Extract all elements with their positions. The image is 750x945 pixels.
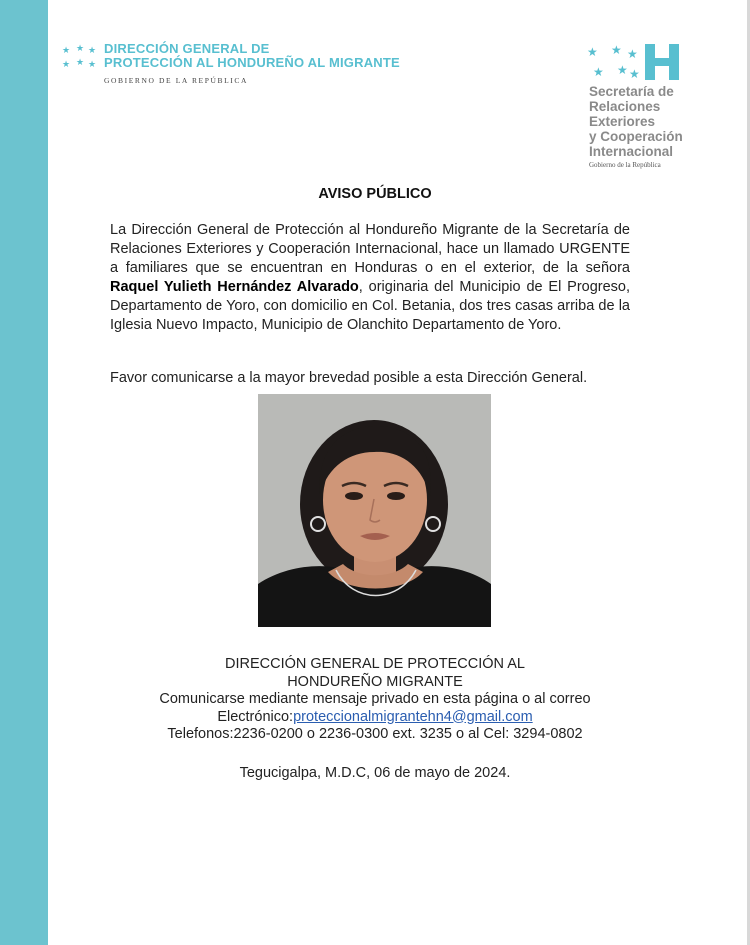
person-name: Raquel Yulieth Hernández Alvarado: [110, 279, 359, 295]
contact-footer: [0, 656, 750, 744]
org-name-line2: PROTECCIÓN AL HONDUREÑO AL MIGRANTE: [104, 55, 400, 70]
stars-icon: ★ ★ ★ ★ ★ ★: [587, 43, 640, 81]
decorative-side-bar: [0, 0, 48, 945]
secretaria-line3: Exteriores: [589, 114, 656, 129]
secretaria-gobierno: Gobierno de la República: [589, 161, 661, 169]
gobierno-label: GOBIERNO DE LA REPÚBLICA: [104, 76, 249, 85]
notice-body: [110, 221, 630, 335]
secretaria-line1: Secretaría de: [589, 84, 674, 99]
secretaria-name: [589, 84, 729, 159]
notice-intro: La Dirección General de Protección al Hondureño Migrante de la Secretaría de Relaciones Exteriores y Cooperación Internacional, hace un llamado URGENTE a familiares que se encuentran en Honduras o en el exterior, de la señora: [110, 222, 630, 276]
issue-date: Tegucigalpa, M.D.C, 06 de mayo de 2024.: [239, 765, 511, 781]
notice-details: , originaria del Municipio de El Progreso, Departamento de Yoro, con domicilio en Col. Betania, dos tres casas arriba de la Iglesia Nuevo Impacto, Municipio de Olanchito Departamento de Yoro.: [110, 279, 631, 333]
secretaria-line4: y Cooperación: [589, 129, 683, 144]
footer-phones: Telefonos:2236-0200 o 2236-0300 ext. 3235 o al Cel: 3294-0802: [167, 726, 583, 742]
missing-person-photo: [258, 394, 491, 627]
stars-icon: ★ ★ ★ ★ ★ ★: [62, 43, 97, 69]
secretaria-line2: Relaciones: [589, 99, 661, 114]
footer-org-line1: DIRECCIÓN GENERAL DE PROTECCIÓN AL: [225, 656, 525, 672]
notice-title: AVISO PÚBLICO: [318, 186, 432, 202]
honduras-h-icon: [645, 44, 679, 80]
portrait-illustration: [258, 394, 491, 627]
org-name: [104, 42, 464, 70]
org-name-line1: DIRECCIÓN GENERAL DE: [104, 41, 270, 56]
email-link[interactable]: proteccionalmigrantehn4@gmail.com: [293, 708, 533, 725]
email-label: Electrónico:: [217, 708, 294, 725]
footer-contact-line: Comunicarse mediante mensaje privado en esta página o al correo: [159, 691, 591, 707]
secretaria-line5: Internacional: [589, 144, 674, 159]
footer-email-line: [0, 709, 750, 727]
footer-org-line2: HONDUREÑO MIGRANTE: [287, 673, 463, 690]
notice-request: Favor comunicarse a la mayor brevedad posible a esta Dirección General.: [110, 370, 588, 386]
